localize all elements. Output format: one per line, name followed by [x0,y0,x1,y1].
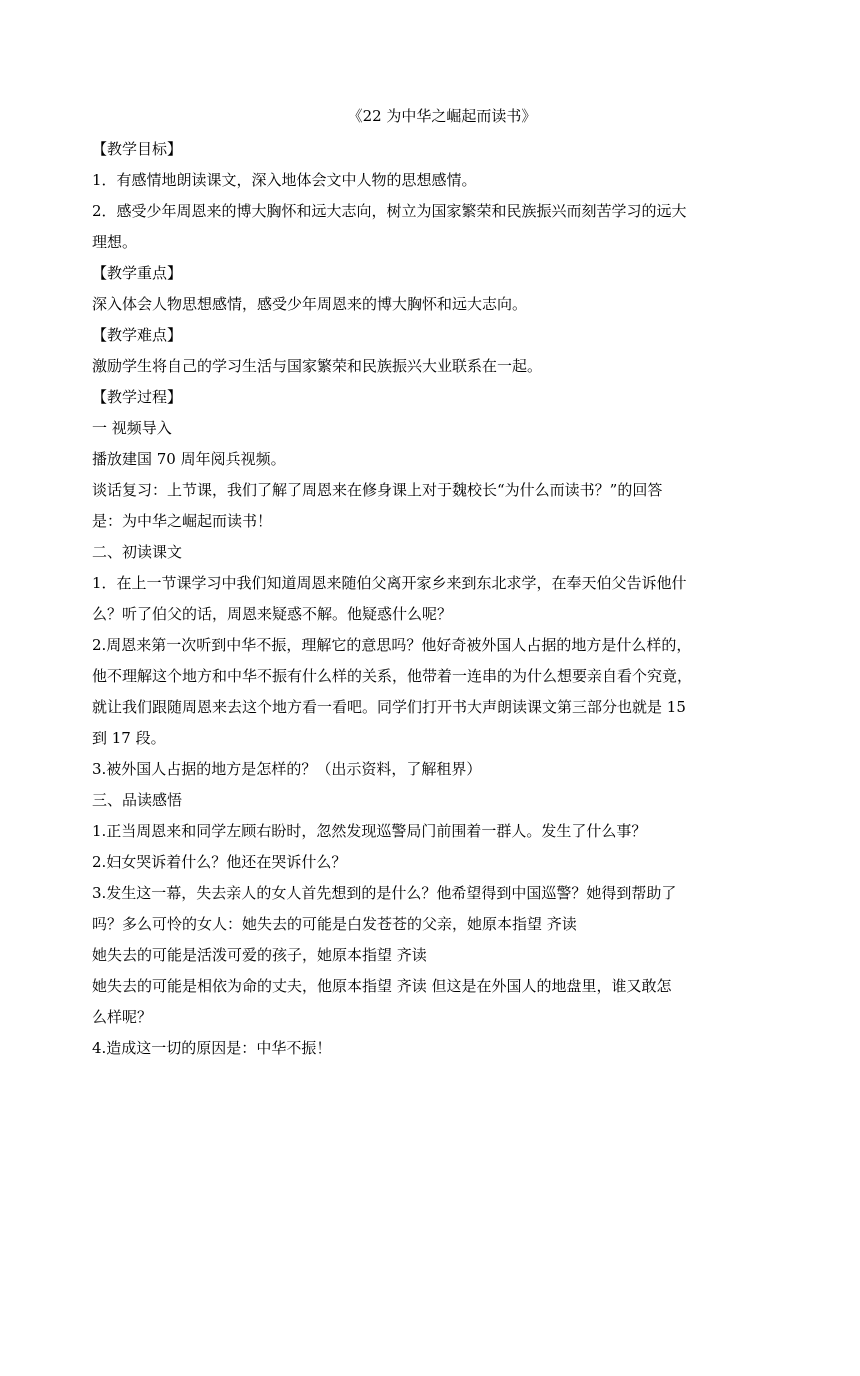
paragraph-line: 他不理解这个地方和中华不振有什么样的关系，他带着一连串的为什么想要亲自看个究竟， [92,667,693,685]
paragraph-line: 理想。 [92,233,138,251]
paragraph-line: 激励学生将自己的学习生活与国家繁荣和民族振兴大业联系在一起。 [92,357,543,375]
paragraph-line: 1．有感情地朗读课文，深入地体会文中人物的思想感情。 [92,171,477,189]
document-body [92,134,768,1064]
paragraph-line: 深入体会人物思想感情，感受少年周恩来的博大胸怀和远大志向。 [92,295,528,313]
subsection-heading-reading-appreciation: 三、品读感悟 [92,791,183,809]
paragraph-line: 么？听了伯父的话，周恩来疑惑不解。他疑惑什么呢？ [92,605,453,623]
document-title: 《22 为中华之崛起而读书》 [347,107,537,125]
section-heading-difficulties: 【教学难点】 [92,326,183,344]
paragraph-line: 3.发生这一幕，失去亲人的女人首先想到的是什么？他希望得到中国巡警？她得到帮助了 [92,884,677,902]
subsection-heading-video-intro: 一 视频导入 [92,419,172,437]
paragraph-line: 2．感受少年周恩来的博大胸怀和远大志向，树立为国家繁荣和民族振兴而刻苦学习的远大 [92,202,687,220]
section-heading-objectives: 【教学目标】 [92,140,183,158]
paragraph-line: 谈话复习：上节课，我们了解了周恩来在修身课上对于魏校长“为什么而读书？”的回答 [92,481,663,499]
paragraph-line: 3.被外国人占据的地方是怎样的？（出示资料，了解租界） [92,760,482,778]
paragraph-line: 播放建国 70 周年阅兵视频。 [92,450,286,468]
paragraph-line: 4.造成这一切的原因是：中华不振！ [92,1039,332,1057]
paragraph-line: 2.妇女哭诉着什么？他还在哭诉什么？ [92,853,347,871]
paragraph-line: 是：为中华之崛起而读书！ [92,512,273,530]
section-heading-key-points: 【教学重点】 [92,264,183,282]
paragraph-line: 就让我们跟随周恩来去这个地方看一看吧。同学们打开书大声朗读课文第三部分也就是 15 [92,698,686,716]
paragraph-line: 吗？多么可怜的女人：她失去的可能是白发苍苍的父亲，她原本指望 齐读 [92,915,577,933]
paragraph-line: 她失去的可能是活泼可爱的孩子，她原本指望 齐读 [92,946,427,964]
document-page [92,98,768,1064]
section-heading-process: 【教学过程】 [92,388,183,406]
paragraph-line: 1．在上一节课学习中我们知道周恩来随伯父离开家乡来到东北求学，在奉天伯父告诉他什 [92,574,687,592]
paragraph-line: 2.周恩来第一次听到中华不振，理解它的意思吗？他好奇被外国人占据的地方是什么样的， [92,636,692,654]
paragraph-line: 1.正当周恩来和同学左顾右盼时，忽然发现巡警局门前围着一群人。发生了什么事？ [92,822,647,840]
paragraph-line: 么样呢？ [92,1008,153,1026]
subsection-heading-first-reading: 二、初读课文 [92,543,183,561]
paragraph-line: 她失去的可能是相依为命的丈夫，他原本指望 齐读 但这是在外国人的地盘里，谁又敢怎 [92,977,672,995]
paragraph-line: 到 17 段。 [92,729,166,747]
